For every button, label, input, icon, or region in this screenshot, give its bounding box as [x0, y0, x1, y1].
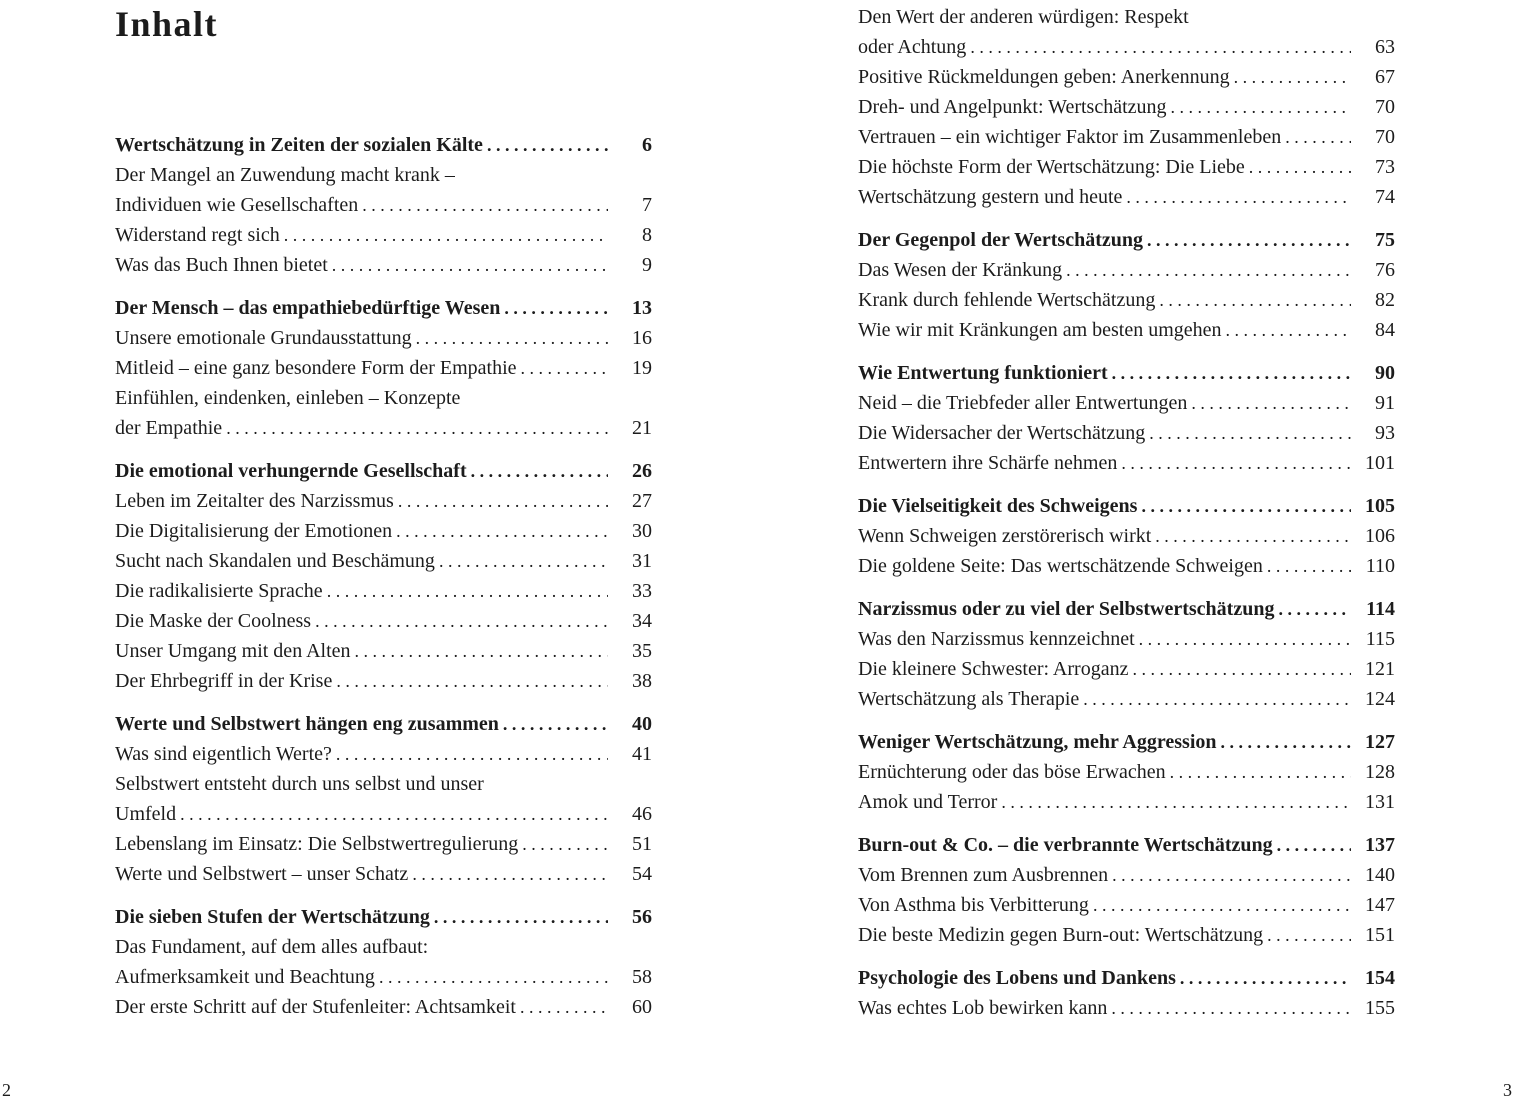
toc-entry-title: Der Gegenpol der Wertschätzung	[858, 229, 1143, 251]
toc-entry	[115, 516, 652, 546]
toc-page-number: 35	[632, 640, 652, 662]
toc-entry	[858, 448, 1395, 478]
toc-entry-title: Entwertern ihre Schärfe nehmen	[858, 452, 1118, 474]
toc-page-number: 58	[632, 966, 652, 988]
toc-entry-title: Wertschätzung in Zeiten der sozialen Kälte	[115, 134, 483, 156]
toc-page-number: 75	[1375, 229, 1395, 251]
toc-entry	[115, 962, 652, 992]
toc-entry	[858, 315, 1395, 345]
dot-leader	[1126, 182, 1351, 212]
dot-leader	[1267, 551, 1351, 581]
dot-leader	[503, 709, 608, 739]
toc-entry-title: Wie Entwertung funktioniert	[858, 362, 1108, 384]
toc-entry	[115, 190, 652, 220]
toc-chapter	[115, 709, 652, 739]
dot-leader	[487, 130, 608, 160]
toc-entry-title: Einfühlen, eindenken, einleben – Konzepte	[115, 387, 461, 409]
toc-entry	[115, 160, 652, 190]
toc-entry	[115, 383, 652, 413]
dot-leader	[1180, 963, 1351, 993]
dot-leader	[970, 32, 1351, 62]
toc-chapter	[858, 358, 1395, 388]
toc-page-number: 34	[632, 610, 652, 632]
toc-page-number: 114	[1366, 598, 1395, 620]
dot-leader	[434, 902, 608, 932]
toc-page-number: 63	[1375, 36, 1395, 58]
toc-page-number: 90	[1375, 362, 1395, 384]
toc-entry-title: Psychologie des Lobens und Dankens	[858, 967, 1176, 989]
toc-page-number: 54	[632, 863, 652, 885]
dot-leader	[1141, 491, 1351, 521]
toc-entry-title: oder Achtung	[858, 36, 967, 58]
toc-chapter	[115, 902, 652, 932]
dot-leader	[522, 829, 608, 859]
dot-leader	[1226, 315, 1351, 345]
toc-entry	[858, 890, 1395, 920]
toc-page-number: 140	[1365, 864, 1395, 886]
toc-page-number: 19	[632, 357, 652, 379]
toc-entry	[858, 255, 1395, 285]
toc-page-number: 70	[1375, 126, 1395, 148]
toc-page-number: 41	[632, 743, 652, 765]
toc-entry-title: Die goldene Seite: Das wertschätzende Schweigen	[858, 555, 1263, 577]
toc-entry	[858, 62, 1395, 92]
toc-entry-title: Den Wert der anderen würdigen: Respekt	[858, 6, 1189, 28]
toc-entry	[115, 576, 652, 606]
toc-entry-title: Wenn Schweigen zerstörerisch wirkt	[858, 525, 1152, 547]
toc-entry-title: Sucht nach Skandalen und Beschämung	[115, 550, 435, 572]
toc-entry	[115, 829, 652, 859]
toc-entry	[858, 388, 1395, 418]
dot-leader	[1159, 285, 1351, 315]
toc-entry-title: Krank durch fehlende Wertschätzung	[858, 289, 1156, 311]
toc-page-number: 56	[632, 906, 652, 928]
toc-entry-title: Ernüchterung oder das böse Erwachen	[858, 761, 1166, 783]
toc-entry	[858, 152, 1395, 182]
toc-entry-title: Werte und Selbstwert hängen eng zusammen	[115, 713, 499, 735]
dot-leader	[336, 739, 608, 769]
toc-entry-title: Die Widersacher der Wertschätzung	[858, 422, 1146, 444]
dot-leader	[1277, 830, 1351, 860]
dot-leader	[362, 190, 608, 220]
dot-leader	[1139, 624, 1351, 654]
toc-entry-title: Das Wesen der Kränkung	[858, 259, 1063, 281]
toc-page-number: 8	[642, 224, 652, 246]
toc-page-number: 105	[1365, 495, 1395, 517]
toc-entry-title: Die sieben Stufen der Wertschätzung	[115, 906, 430, 928]
dot-leader	[1234, 62, 1351, 92]
toc-entry-title: Aufmerksamkeit und Beachtung	[115, 966, 375, 988]
toc-entry	[858, 32, 1395, 62]
dot-leader	[416, 323, 608, 353]
dot-leader	[521, 353, 608, 383]
dot-leader	[315, 606, 608, 636]
toc-entry-title: Der Mangel an Zuwendung macht krank –	[115, 164, 455, 186]
toc-entry-title: Die Digitalisierung der Emotionen	[115, 520, 393, 542]
toc-entry-title: Die Maske der Coolness	[115, 610, 312, 632]
toc-entry-title: Die kleinere Schwester: Arroganz	[858, 658, 1129, 680]
dot-leader	[1121, 448, 1351, 478]
toc-entry-title: Unsere emotionale Grundausstattung	[115, 327, 412, 349]
toc-entry-title: Selbstwert entsteht durch uns selbst und unser	[115, 773, 484, 795]
dot-leader	[1111, 993, 1351, 1023]
toc-entry-title: Dreh- und Angelpunkt: Wertschätzung	[858, 96, 1167, 118]
toc-entry-title: Amok und Terror	[858, 791, 998, 813]
toc-page-number: 74	[1375, 186, 1395, 208]
toc-entry	[858, 920, 1395, 950]
toc-entry	[858, 787, 1395, 817]
toc-entry-title: der Empathie	[115, 417, 223, 439]
dot-leader	[504, 293, 608, 323]
toc-page-number: 76	[1375, 259, 1395, 281]
dot-leader	[412, 859, 608, 889]
page-number-right: 3	[1503, 1080, 1512, 1100]
toc-page-number: 128	[1365, 761, 1395, 783]
toc-chapter	[858, 830, 1395, 860]
toc-page-number: 38	[632, 670, 652, 692]
toc-entry-title: Wertschätzung gestern und heute	[858, 186, 1123, 208]
toc-entry-title: Die höchste Form der Wertschätzung: Die Liebe	[858, 156, 1245, 178]
toc-entry-title: Mitleid – eine ganz besondere Form der Empathie	[115, 357, 517, 379]
toc-entry	[115, 323, 652, 353]
page-number-left: 2	[2, 1080, 11, 1100]
dot-leader	[1249, 152, 1351, 182]
toc-page-number: 70	[1375, 96, 1395, 118]
dot-leader	[1278, 594, 1351, 624]
toc-entry-title: Vom Brennen zum Ausbrennen	[858, 864, 1109, 886]
dot-leader	[396, 516, 608, 546]
toc-page-number: 147	[1365, 894, 1395, 916]
toc-page-number: 106	[1365, 525, 1395, 547]
dot-leader	[327, 576, 608, 606]
dot-leader	[1001, 787, 1351, 817]
toc-entry	[858, 654, 1395, 684]
dot-leader	[379, 962, 608, 992]
toc-page-number: 6	[642, 134, 652, 156]
toc-entry	[858, 860, 1395, 890]
toc-entry-title: Was das Buch Ihnen bietet	[115, 254, 328, 276]
toc-page-number: 101	[1365, 452, 1395, 474]
toc-entry-title: Die radikalisierte Sprache	[115, 580, 323, 602]
toc-page-number: 91	[1375, 392, 1395, 414]
toc-page-number: 73	[1375, 156, 1395, 178]
toc-entry	[858, 993, 1395, 1023]
toc-entry-title: Die beste Medizin gegen Burn-out: Wertschätzung	[858, 924, 1264, 946]
toc-entry-title: Was sind eigentlich Werte?	[115, 743, 332, 765]
dot-leader	[398, 486, 608, 516]
toc-page-number: 33	[632, 580, 652, 602]
toc-page-number: 7	[642, 194, 652, 216]
dot-leader	[336, 666, 608, 696]
toc-page-number: 31	[632, 550, 652, 572]
toc-entry-title: Leben im Zeitalter des Narzissmus	[115, 490, 394, 512]
toc-entry-title: Der Ehrbegriff in der Krise	[115, 670, 333, 692]
toc-page-number: 151	[1365, 924, 1395, 946]
dot-leader	[1147, 225, 1351, 255]
dot-leader	[1112, 358, 1351, 388]
toc-entry	[858, 551, 1395, 581]
toc-page-number: 93	[1375, 422, 1395, 444]
toc-entry-title: Widerstand regt sich	[115, 224, 280, 246]
toc-page-number: 121	[1365, 658, 1395, 680]
toc-page-number: 26	[632, 460, 652, 482]
toc-page-number: 40	[632, 713, 652, 735]
toc-entry-title: Was den Narzissmus kennzeichnet	[858, 628, 1135, 650]
toc-entry-title: Von Asthma bis Verbitterung	[858, 894, 1089, 916]
toc-page-number: 46	[632, 803, 652, 825]
toc-entry-title: Wie wir mit Kränkungen am besten umgehen	[858, 319, 1222, 341]
toc-page-number: 30	[632, 520, 652, 542]
toc-entry-title: Die Vielseitigkeit des Schweigens	[858, 495, 1138, 517]
toc-entry-title: Das Fundament, auf dem alles aufbaut:	[115, 936, 429, 958]
toc-entry-title: Was echtes Lob bewirken kann	[858, 997, 1108, 1019]
dot-leader	[1155, 521, 1351, 551]
toc-entry	[858, 122, 1395, 152]
toc-entry-title: Neid – die Triebfeder aller Entwertungen	[858, 392, 1188, 414]
dot-leader	[439, 546, 608, 576]
dot-leader	[1093, 890, 1351, 920]
toc-chapter	[858, 727, 1395, 757]
toc-entry-title: Burn-out & Co. – die verbrannte Wertschätzung	[858, 834, 1273, 856]
toc-entry	[115, 859, 652, 889]
toc-entry-title: Der erste Schritt auf der Stufenleiter: Achtsamkeit	[115, 996, 516, 1018]
page-title: Inhalt	[115, 4, 219, 44]
toc-page-number: 131	[1365, 791, 1395, 813]
toc-page-number: 82	[1375, 289, 1395, 311]
toc-page-number: 13	[632, 297, 652, 319]
toc-chapter	[858, 594, 1395, 624]
toc-entry	[858, 624, 1395, 654]
toc-entry-title: Positive Rückmeldungen geben: Anerkennung	[858, 66, 1230, 88]
toc-chapter	[115, 293, 652, 323]
toc-page-number: 137	[1365, 834, 1395, 856]
toc-page-number: 115	[1365, 628, 1395, 650]
dot-leader	[332, 250, 608, 280]
toc-entry	[115, 220, 652, 250]
toc-entry	[115, 606, 652, 636]
toc-entry	[858, 757, 1395, 787]
toc-chapter	[115, 130, 652, 160]
toc-entry	[858, 418, 1395, 448]
toc-entry-title: Lebenslang im Einsatz: Die Selbstwertregulierung	[115, 833, 519, 855]
dot-leader	[1132, 654, 1351, 684]
toc-page-number: 127	[1365, 731, 1395, 753]
toc-page-number: 9	[642, 254, 652, 276]
dot-leader	[1066, 255, 1351, 285]
toc-page-number: 67	[1375, 66, 1395, 88]
toc-page-number: 27	[632, 490, 652, 512]
toc-chapter	[858, 963, 1395, 993]
toc-page-number: 154	[1365, 967, 1395, 989]
toc-page-number: 51	[632, 833, 652, 855]
toc-page-number: 155	[1365, 997, 1395, 1019]
toc-entry	[115, 413, 652, 443]
toc-page-number: 60	[632, 996, 652, 1018]
toc-entry	[858, 92, 1395, 122]
toc-entry	[115, 353, 652, 383]
toc-entry	[115, 769, 652, 799]
toc-entry	[858, 2, 1395, 32]
toc-entry	[858, 521, 1395, 551]
toc-entry	[115, 636, 652, 666]
dot-leader	[284, 220, 608, 250]
toc-entry-title: Narzissmus oder zu viel der Selbstwertschätzung	[858, 598, 1275, 620]
dot-leader	[520, 992, 608, 1022]
toc-entry-title: Vertrauen – ein wichtiger Faktor im Zusammenleben	[858, 126, 1282, 148]
dot-leader	[180, 799, 608, 829]
toc-chapter	[858, 225, 1395, 255]
dot-leader	[1149, 418, 1351, 448]
toc-entry	[858, 285, 1395, 315]
dot-leader	[1191, 388, 1351, 418]
toc-entry	[115, 486, 652, 516]
toc-entry	[115, 666, 652, 696]
toc-entry	[115, 546, 652, 576]
dot-leader	[1171, 92, 1351, 122]
toc-page-number: 84	[1375, 319, 1395, 341]
dot-leader	[1221, 727, 1351, 757]
toc-entry	[858, 684, 1395, 714]
toc-chapter	[858, 491, 1395, 521]
toc-entry-title: Werte und Selbstwert – unser Schatz	[115, 863, 409, 885]
toc-page-number: 110	[1365, 555, 1395, 577]
toc-entry-title: Der Mensch – das empathiebedürftige Wesen	[115, 297, 501, 319]
toc-page-number: 16	[632, 327, 652, 349]
toc-entry	[115, 739, 652, 769]
toc-entry-title: Weniger Wertschätzung, mehr Aggression	[858, 731, 1217, 753]
toc-entry-title: Die emotional verhungernde Gesellschaft	[115, 460, 467, 482]
dot-leader	[1083, 684, 1351, 714]
dot-leader	[1267, 920, 1351, 950]
toc-entry	[115, 992, 652, 1022]
toc-entry-title: Individuen wie Gesellschaften	[115, 194, 359, 216]
dot-leader	[1170, 757, 1351, 787]
toc-entry-title: Unser Umgang mit den Alten	[115, 640, 351, 662]
toc-entry-title: Umfeld	[115, 803, 177, 825]
dot-leader	[1285, 122, 1351, 152]
toc-entry	[115, 932, 652, 962]
toc-page-number: 21	[632, 417, 652, 439]
toc-entry	[115, 799, 652, 829]
toc-chapter	[115, 456, 652, 486]
dot-leader	[1112, 860, 1351, 890]
dot-leader	[471, 456, 608, 486]
toc-entry-title: Wertschätzung als Therapie	[858, 688, 1080, 710]
dot-leader	[226, 413, 608, 443]
toc-entry	[115, 250, 652, 280]
dot-leader	[355, 636, 608, 666]
toc-page-number: 124	[1365, 688, 1395, 710]
toc-entry	[858, 182, 1395, 212]
